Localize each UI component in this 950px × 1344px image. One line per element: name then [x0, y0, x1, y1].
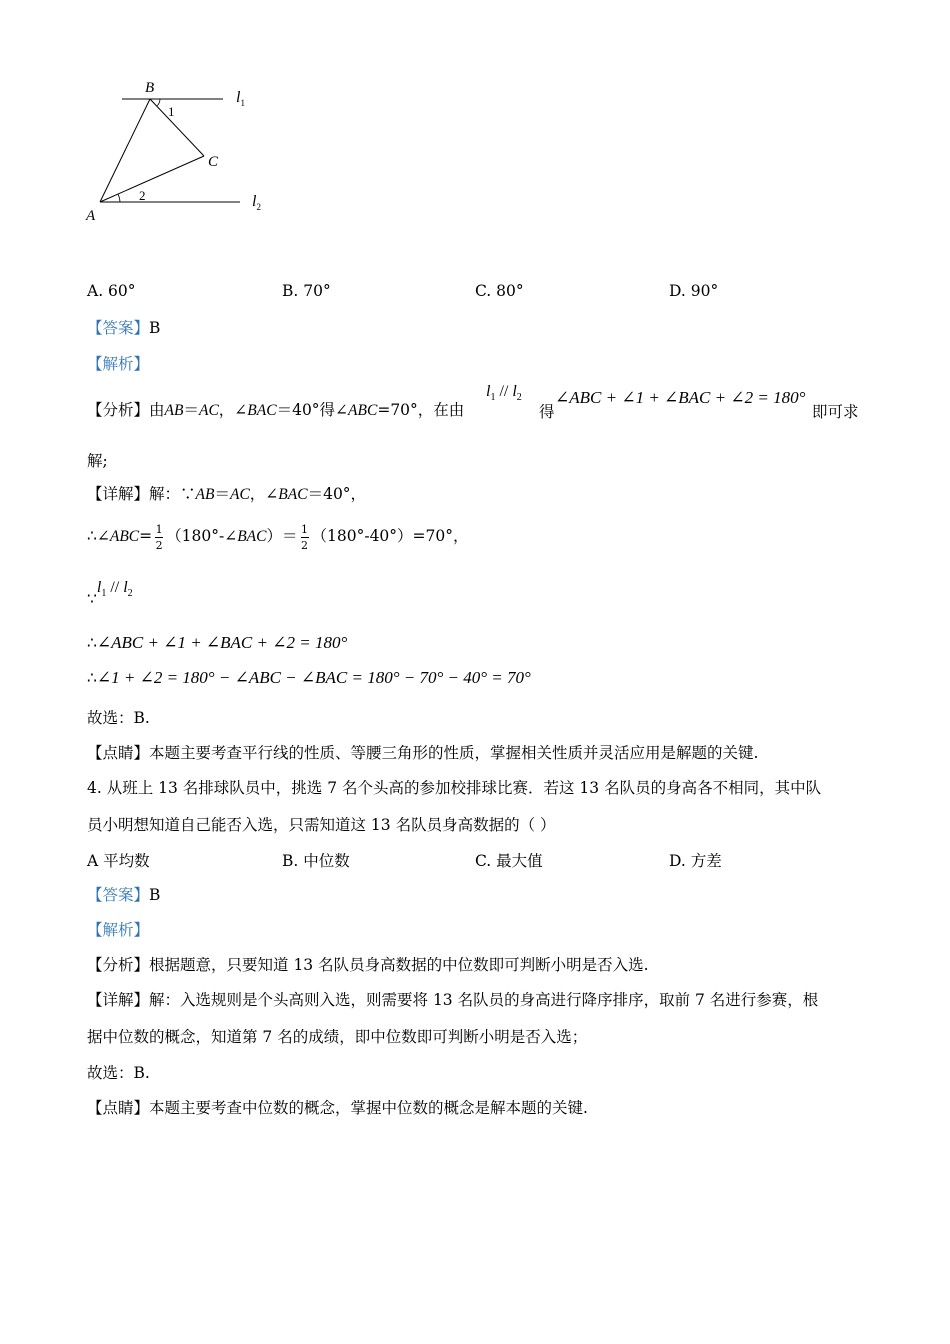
- q3-fenxi-line1: [87, 398, 464, 420]
- frac-num: 1: [155, 522, 163, 536]
- q3-option-d: D. 90°: [669, 282, 719, 300]
- q4-stem-line1: 4. 从班上 13 名排球队员中，挑选 7 名个头高的参加校排球比赛．若这 13 名队员的身高各不相同，其中队: [87, 779, 822, 797]
- therefore-symbol: ∴: [87, 669, 97, 687]
- fenxi-text: ＝40°得∠: [276, 401, 349, 419]
- q4-fenxi: [87, 953, 649, 975]
- q4-dianjing: [87, 1096, 588, 1118]
- q4-guxuan: 故选：B.: [87, 1064, 150, 1082]
- fenxi-tag: 【分析】: [87, 401, 150, 419]
- xiangjie-tag: 【详解】: [87, 485, 150, 503]
- q4-analysis-tag: 【解析】: [87, 921, 150, 939]
- frac-num: 1: [301, 522, 308, 536]
- label-angle-1: 1: [168, 104, 175, 119]
- xj-var: BAC: [237, 528, 267, 545]
- label-l2: $l_2$: [252, 193, 261, 212]
- fenxi-var: AC: [198, 402, 219, 419]
- fenxi-text: ＝: [183, 401, 199, 419]
- parallel-l1: l: [486, 383, 491, 400]
- answer-value: B: [149, 319, 161, 337]
- q4-option-c: C. 最大值: [475, 852, 543, 870]
- parallel-symbol: //: [110, 579, 120, 596]
- xj-text: ＝40°，: [307, 485, 367, 503]
- dianjing-text: 本题主要考查中位数的概念，掌握中位数的概念是解本题的关键.: [149, 1099, 588, 1117]
- xj-text: =: [139, 527, 153, 545]
- fenxi-text: 由: [149, 401, 165, 419]
- answer-value: B: [149, 886, 161, 904]
- xj-var: AC: [229, 486, 250, 503]
- xj-text: ，∠: [249, 485, 279, 503]
- q3-guxuan: 故选：B.: [87, 709, 150, 727]
- xj-text: ∴∠: [87, 527, 110, 545]
- label-c: C: [208, 154, 219, 170]
- q4-option-d: D. 方差: [669, 852, 722, 870]
- q3-fenxi-de: 得: [539, 403, 555, 421]
- angle-2-arc: [118, 194, 120, 202]
- label-angle-2: 2: [139, 188, 146, 203]
- parallel-l1-sub: 1: [490, 392, 496, 404]
- xj-text: 解：∵: [149, 485, 196, 503]
- dianjing-text: 本题主要考查平行线的性质、等腰三角形的性质，掌握相关性质并灵活应用是解题的关键.: [149, 744, 759, 762]
- parallel-l2-sub: 2: [127, 588, 133, 600]
- xj-text: 解：入选规则是个头高则入选，则需要将 13 名队员的身高进行降序排序，取前 7 名进行参赛，根: [149, 991, 819, 1009]
- q4-stem-line2: 员小明想知道自己能否入选，只需知道这 13 名队员身高数据的（ ）: [87, 816, 556, 834]
- fenxi-text: 根据题意，只要知道 13 名队员身高数据的中位数即可判断小明是否入选.: [149, 956, 649, 974]
- answer-tag: 【答案】: [87, 319, 150, 337]
- geometry-figure: [80, 70, 280, 230]
- q3-option-b: B. 70°: [282, 282, 331, 300]
- q4-answer: [87, 883, 160, 905]
- therefore-symbol: ∴: [87, 634, 97, 652]
- parallel-l1-sub: 1: [101, 588, 107, 600]
- xj-var: BAC: [278, 486, 308, 503]
- q3-option-a: A. 60°: [87, 282, 136, 300]
- label-l1: $l_1$: [236, 89, 245, 108]
- q3-therefore-line2: [87, 668, 531, 688]
- q3-because-line: [87, 578, 133, 608]
- segment-ac: [100, 156, 204, 202]
- dianjing-tag: 【点睛】: [87, 1099, 150, 1117]
- xj-var: ABC: [109, 528, 140, 545]
- fenxi-text: ，∠: [218, 401, 248, 419]
- q3-xiangjie-line1: [87, 482, 366, 504]
- fraction-half: [155, 523, 163, 552]
- q3-xiangjie-line2: [87, 516, 469, 557]
- parallel-expression: [96, 579, 133, 600]
- fenxi-text: =70°，在由: [377, 401, 465, 419]
- q4-option-a: A 平均数: [87, 852, 150, 870]
- q3-analysis-tag: 【解析】: [87, 355, 150, 373]
- xj-text: ＝: [214, 485, 230, 503]
- parallel-symbol: //: [499, 383, 509, 400]
- fenxi-tag: 【分析】: [87, 956, 150, 974]
- xj-var: AB: [195, 486, 215, 503]
- q4-xiangjie-line2: 据中位数的概念，知道第 7 名的成绩，即中位数即可判断小明是否入选；: [87, 1028, 588, 1046]
- dianjing-tag: 【点睛】: [87, 744, 150, 762]
- segment-bc: [150, 99, 204, 156]
- q3-dianjing: [87, 741, 758, 763]
- xj-text: ）＝: [266, 527, 298, 545]
- parallel-l2: l: [123, 579, 128, 596]
- xj-text: （180°-∠: [166, 527, 238, 545]
- parallel-l1: l: [96, 579, 102, 596]
- equation: ∠ABC + ∠1 + ∠BAC + ∠2 = 180°: [96, 633, 348, 652]
- q4-option-b: B. 中位数: [282, 852, 350, 870]
- equation: ∠1 + ∠2 = 180° − ∠ABC − ∠BAC = 180° − 70° − 40° = 70°: [96, 668, 531, 687]
- fraction-half: [301, 523, 309, 552]
- q3-fenxi-line2: 解;: [87, 452, 108, 470]
- label-a: A: [86, 208, 96, 224]
- q3-option-c: C. 80°: [475, 282, 524, 300]
- q3-therefore-line1: [87, 633, 347, 653]
- answer-tag: 【答案】: [87, 886, 150, 904]
- q3-fenxi-tail: 即可求: [812, 403, 859, 421]
- q3-fenxi-equation: ∠ABC + ∠1 + ∠BAC + ∠2 = 180°: [555, 388, 806, 407]
- xj-text: （180°-40°）=70°，: [311, 527, 469, 545]
- fenxi-var: ABC: [348, 402, 378, 419]
- segment-ab: [100, 99, 150, 202]
- frac-den: 2: [301, 538, 308, 552]
- q3-fenxi-parallel: [486, 383, 522, 403]
- label-b: B: [145, 80, 155, 96]
- frac-den: 2: [155, 538, 163, 552]
- q3-answer: [87, 316, 160, 338]
- fenxi-var: BAC: [247, 402, 277, 419]
- parallel-l2-sub: 2: [516, 392, 522, 404]
- parallel-l2: l: [512, 383, 517, 400]
- because-symbol: ∵: [87, 590, 97, 608]
- fenxi-var: AB: [164, 402, 184, 419]
- q4-xiangjie-line1: [87, 988, 818, 1010]
- angle-1-arc: [157, 99, 160, 106]
- xiangjie-tag: 【详解】: [87, 991, 150, 1009]
